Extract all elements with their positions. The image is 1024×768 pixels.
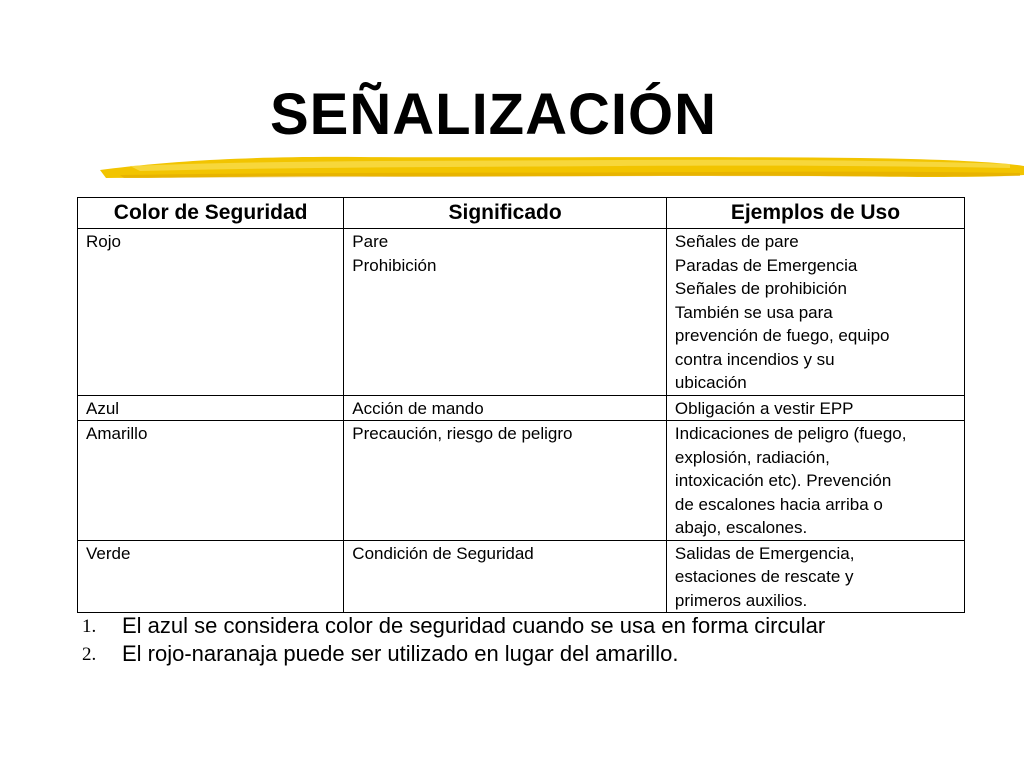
cell-examples <box>666 421 964 541</box>
cell-text: También se usa para <box>674 302 833 322</box>
cell-text: intoxicación etc). Prevención <box>674 471 892 490</box>
note-item <box>82 612 825 640</box>
safety-color-table <box>77 197 965 613</box>
cell-examples <box>666 229 964 396</box>
cell-meaning <box>344 421 667 541</box>
note-number: 1. <box>82 616 97 637</box>
header-examples: Ejemplos de Uso <box>666 198 964 229</box>
cell-text: Rojo <box>86 232 121 251</box>
cell-examples <box>666 540 964 613</box>
note-text: El rojo-naranaja puede ser utilizado en lugar del amarillo. <box>122 641 679 666</box>
cell-meaning <box>344 229 667 396</box>
cell-text: Prohibición <box>352 255 437 275</box>
header-meaning: Significado <box>344 198 667 229</box>
cell-examples <box>666 395 964 421</box>
cell-text: de escalones hacia arriba o <box>674 494 883 514</box>
notes-list <box>82 612 825 668</box>
table-row-verde <box>78 540 965 613</box>
cell-text: estaciones de rescate y <box>674 567 854 586</box>
cell-text: Salidas de Emergencia, <box>674 543 855 563</box>
cell-meaning <box>344 395 667 421</box>
cell-color <box>78 229 344 396</box>
header-color: Color de Seguridad <box>78 198 344 229</box>
cell-text: Verde <box>86 543 131 563</box>
cell-text: ubicación <box>674 373 747 392</box>
table-header-row <box>78 198 965 229</box>
table-row-azul <box>78 395 965 421</box>
cell-text: abajo, escalones. <box>674 518 808 537</box>
cell-text: Pare <box>352 232 389 251</box>
yellow-brush-underline <box>100 148 1024 188</box>
cell-color <box>78 395 344 421</box>
cell-text: contra incendios y su <box>674 349 835 369</box>
cell-text: Precaución, riesgo de peligro <box>352 424 573 443</box>
cell-text: Paradas de Emergencia <box>674 255 858 275</box>
cell-text: Amarillo <box>86 424 148 443</box>
cell-text: primeros auxilios. <box>674 590 808 610</box>
note-number: 2. <box>82 644 97 665</box>
cell-meaning <box>344 540 667 613</box>
cell-text: Condición de Seguridad <box>352 543 534 563</box>
table-row-amarillo <box>78 421 965 541</box>
cell-color <box>78 421 344 541</box>
slide-title: SEÑALIZACIÓN <box>270 82 717 147</box>
cell-text: Señales de pare <box>674 232 799 251</box>
note-text: El azul se considera color de seguridad cuando se usa en forma circular <box>122 613 826 638</box>
table-row-rojo <box>78 229 965 396</box>
cell-color <box>78 540 344 613</box>
cell-text: Señales de prohibición <box>674 279 847 298</box>
cell-text: explosión, radiación, <box>674 447 830 467</box>
cell-text: Azul <box>86 398 120 418</box>
note-item <box>82 640 825 668</box>
cell-text: Obligación a vestir EPP <box>674 398 854 418</box>
cell-text: Indicaciones de peligro (fuego, <box>674 424 907 443</box>
cell-text: Acción de mando <box>352 398 484 418</box>
cell-text: prevención de fuego, equipo <box>674 326 890 345</box>
